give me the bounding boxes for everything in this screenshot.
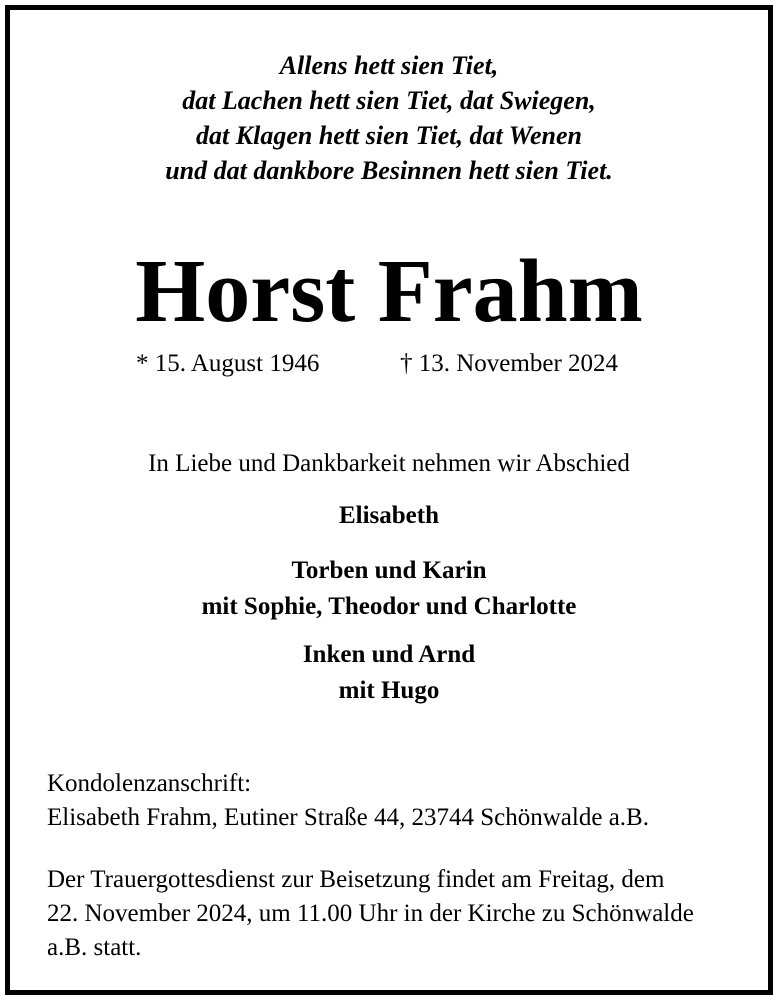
farewell-intro: In Liebe und Dankbarkeit nehmen wir Abschied [148, 450, 630, 477]
condolence-address [47, 767, 649, 835]
poem-line: dat Klagen hett sien Tiet, dat Wenen [196, 121, 582, 150]
mourner-line: mit Sophie, Theodor und Charlotte [201, 593, 577, 620]
death-date: † 13. November 2024 [400, 350, 619, 377]
mourner-group [10, 553, 768, 625]
poem-line: dat Lachen hett sien Tiet, dat Swiegen, [182, 86, 596, 115]
mourner-line: Torben und Karin [291, 557, 487, 584]
condolence-label: Kondolenzanschrift: [47, 770, 252, 797]
service-line: Der Trauergottesdienst zur Beisetzung findet am Freitag, dem [47, 866, 665, 893]
birth-date: * 15. August 1946 [136, 350, 320, 377]
mourner-line: Inken und Arnd [302, 641, 476, 668]
service-line: 22. November 2024, um 11.00 Uhr in der Kirche zu Schönwalde [47, 900, 694, 927]
mourner-line: Elisabeth [338, 502, 440, 529]
poem-verse [10, 48, 768, 188]
mourner-group [10, 498, 768, 534]
poem-line: und dat dankbore Besinnen hett sien Tiet. [165, 156, 613, 185]
poem-line: Allens hett sien Tiet, [279, 51, 499, 80]
obituary-notice [5, 5, 773, 995]
service-notice [47, 863, 747, 965]
condolence-address-line: Elisabeth Frahm, Eutiner Straße 44, 23744 Schönwalde a.B. [47, 804, 649, 831]
deceased-name: Horst Frahm [135, 242, 643, 341]
service-line: a.B. statt. [47, 934, 142, 961]
mourner-line: mit Hugo [338, 677, 440, 704]
mourner-group [10, 637, 768, 709]
